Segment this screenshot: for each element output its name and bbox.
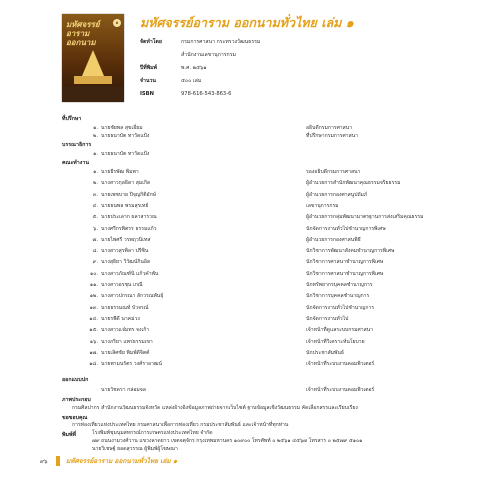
temple-illustration: [82, 50, 104, 76]
meta-key: จำนวน: [140, 78, 156, 84]
row-role: นักวิชาการพัฒนาสังคมชำนาญการพิเศษ: [306, 248, 395, 255]
meta-key: ปีที่พิมพ์: [140, 65, 157, 71]
meta-key: จัดทำโดย: [140, 39, 162, 45]
row-name: นางสาวกุลธิดา สุมเกิด: [101, 180, 151, 187]
row-number: ๑๗.: [89, 349, 98, 356]
row-role: เจ้าหน้าที่ดูแลระบบกรมศาสนา: [306, 327, 374, 334]
heading-photo: ภาพประกอบ: [62, 397, 91, 403]
footer-accent-bar: [56, 456, 60, 466]
row-name: นายธีรพัฒ พิมพา: [101, 169, 139, 175]
row-name: นางสาวภัณฑ์นิ แก้วคำพัน: [101, 270, 159, 277]
row-number: ๑๑.: [89, 282, 98, 288]
row-role: นักจัดการงานทั่วไปชำนาญการ: [306, 304, 375, 311]
row-name: นายเลิศชัย พิมพ์ดีจิตต์: [101, 349, 150, 356]
row-name: นางสุธิยา วิวัฒน์กินอิด: [101, 259, 151, 266]
row-role: นักทรัพยากรบุคคลชำนาญการ: [306, 282, 373, 288]
row-role: ผู้อำนวยการสำนักพัฒนาคุณธรรมจริยธรรม: [306, 180, 401, 187]
heading-thanks: ขอขอบคุณ: [62, 415, 88, 421]
heading-working-group: คณะทำงาน: [62, 160, 89, 166]
meta-value: 978-616-543-863-6: [181, 91, 232, 97]
book-title: มหัศจรรย์อาราม ออกนามทั่วไทย เล่ม ๑: [140, 15, 354, 30]
row-name: นางสาวแจ๋มทร จงเก้า: [101, 327, 150, 334]
row-number: ๙.: [92, 259, 98, 266]
meta-value: พ.ศ. ๒๕๖๑: [181, 65, 207, 71]
printer-line-2: ๗๙ ถนนงามวงศ์วาน แขวงลาดยาว เขตจตุจักร กรุงเทพมหานคร ๑๐๙๐๐ โทรศัพท์ ๐ ๒๕๖๑ ๔๕๖๗ โทรสาร ๐ ๒๕๗๙ ๕๑๐๑: [92, 438, 363, 444]
volume-badge: ๑: [113, 19, 121, 27]
row-name: นางศรีกรพิตรร ธรรมแก้ว: [101, 225, 157, 232]
thanks-text: การท่องเที่ยวแห่งประเทศไทย กรมศาสนาเพื่อการท่องเที่ยว กรมประชาสัมพันธ์ และเจ้าหน้าที่ทุกท่าน: [72, 422, 289, 428]
row-number: ๑.: [93, 125, 98, 131]
row-role: ที่ปรึกษากรมการศาสนา: [306, 133, 359, 139]
meta-key: ISBN: [140, 91, 154, 97]
row-role: ผู้อำนวยการกลุ่มพัฒนามาตรฐานการส่งเสริมคุณธรรม: [306, 214, 424, 221]
row-role: อธิบดีกรมการศาสนา: [306, 125, 353, 131]
row-number: ๑๔.: [89, 315, 98, 322]
row-number: ๑๖.: [89, 338, 98, 345]
row-name: นางสาวปกรณา ลักวรณพันธุ์: [101, 293, 164, 300]
book-cover-image: [62, 14, 124, 102]
row-name: นายวัชดรา กล่อมจล: [101, 387, 146, 393]
row-name: นายประเลาก ผลาสารวณ: [101, 214, 157, 221]
row-role: ผู้อำนวยการกองศาสนูปถัมภ์: [306, 191, 368, 198]
row-number: ๒.: [93, 180, 98, 187]
row-name: นายรพีดี นาคม่วง: [101, 315, 140, 322]
row-number: ๕.: [92, 214, 98, 221]
row-number: ๘.: [92, 248, 98, 255]
meta-value: กรมการศาสนา กระทรวงวัฒนธรรม: [181, 39, 261, 45]
row-number: ๗.: [92, 236, 98, 243]
row-role: เลขานุการกรม: [306, 202, 339, 209]
row-name: นายเพชบาย ปิจุญกิติอักษ์: [101, 191, 157, 198]
row-role: นักจัดการงานทั่วไปชำนาญการพิเศษ: [306, 225, 386, 232]
row-name: นายชัยพล สุขเอี่ยม: [101, 125, 143, 131]
row-name: นางสาวสุรพิลา ปรีซิน: [101, 248, 149, 255]
row-role: เจ้าหน้าที่ระบบงานคอมพิวเตอร์: [306, 387, 375, 393]
row-name: นายธนพล พรมสุรเทย์: [101, 202, 149, 209]
printer-line-3: นายวิเชษฐ์ ยอดสุวรรณ ผู้พิมพ์ผู้โฆษณา: [92, 446, 178, 452]
row-number: ๖.: [93, 225, 98, 232]
row-number: ๑๒.: [89, 293, 98, 300]
footer-title: มหัศจรรย์อาราม ออกนามทั่วไทย เล่ม ๑: [66, 457, 178, 465]
row-number: ๑.: [93, 151, 98, 157]
meta-value: สำนักงานเลขานุการกรม: [181, 52, 236, 58]
row-name: นางภริยา แพร่ธรรมเขา: [101, 338, 153, 345]
row-role: นักวิชาการศาสนาชำนาญการพิเศษ: [306, 259, 384, 266]
heading-cover-design: ออกแบบปก: [62, 377, 89, 383]
row-number: ๑๓.: [89, 304, 98, 311]
row-role: นักวิชาการบุคคลชำนาญการ: [306, 293, 370, 300]
water-reflection: [62, 86, 124, 102]
row-role: นักประชาสัมพันธ์: [306, 349, 345, 356]
row-number: ๔.: [92, 202, 98, 209]
row-role: ผู้อำนวยการกองศาสนพิธี: [306, 236, 361, 243]
row-number: ๑.: [93, 169, 98, 175]
row-name: นายพามนรัตร วงศ์ราอาฒน์: [101, 361, 162, 368]
row-name: นางสาวอรชุน เกณี: [101, 282, 143, 288]
row-role: เจ้าหน้าที่วิเคราะห์นโยบาย: [306, 338, 365, 345]
meta-value: ๕๐๐ เล่ม: [181, 78, 202, 84]
row-name: นายธรรมณท์ บัวจรณ์: [101, 304, 149, 311]
page-number: ๙๖: [40, 459, 48, 465]
photo-text: กรมศิลปากร สำนักงานวัฒนธรรมจังหวัด แหล่งอ้างอิงข้อมูลภาพถ่ายจากเว็บไซต์ ฐานข้อมูลเชิงวัฒนธรรม คัดเลือกสรรและเรียบเรียง: [72, 405, 358, 411]
row-number: ๓.: [92, 191, 98, 198]
row-role: นักวิชาการศาสนาชำนาญการพิเศษ: [306, 270, 384, 277]
temple-base: [74, 76, 112, 84]
row-number: ๑๕.: [89, 327, 98, 334]
printer-line-1: โรงพิมพ์ชุมนุมสหกรณ์การเกษตรแห่งประเทศไทย จำกัด: [92, 430, 213, 436]
row-role: นักจัดการงานทั่วไป: [306, 315, 349, 322]
row-number: ๑๘.: [89, 361, 98, 368]
row-name: นายธนาบัต ทาวัดแป้ง: [101, 151, 150, 157]
heading-editor: บรรณาธิการ: [62, 142, 92, 148]
heading-advisors: ที่ปรึกษา: [62, 116, 82, 122]
row-name: นายไพศรี วรพฤวนิเทส: [101, 236, 151, 243]
row-number: ๒.: [93, 133, 98, 139]
row-role: รองอธิบดีกรมการศาสนา: [306, 169, 361, 175]
row-role: เจ้าหน้าที่ระบบงานคอมพิวเตอร์: [306, 361, 375, 368]
row-name: นายธนาบัต ทาวัดแป้ง: [101, 133, 150, 139]
row-number: ๑๐.: [90, 270, 98, 277]
heading-printed-at: พิมพ์ที่: [62, 432, 76, 438]
cover-title: มหัศจรรย์ อาราม ออกนาม: [66, 19, 100, 47]
